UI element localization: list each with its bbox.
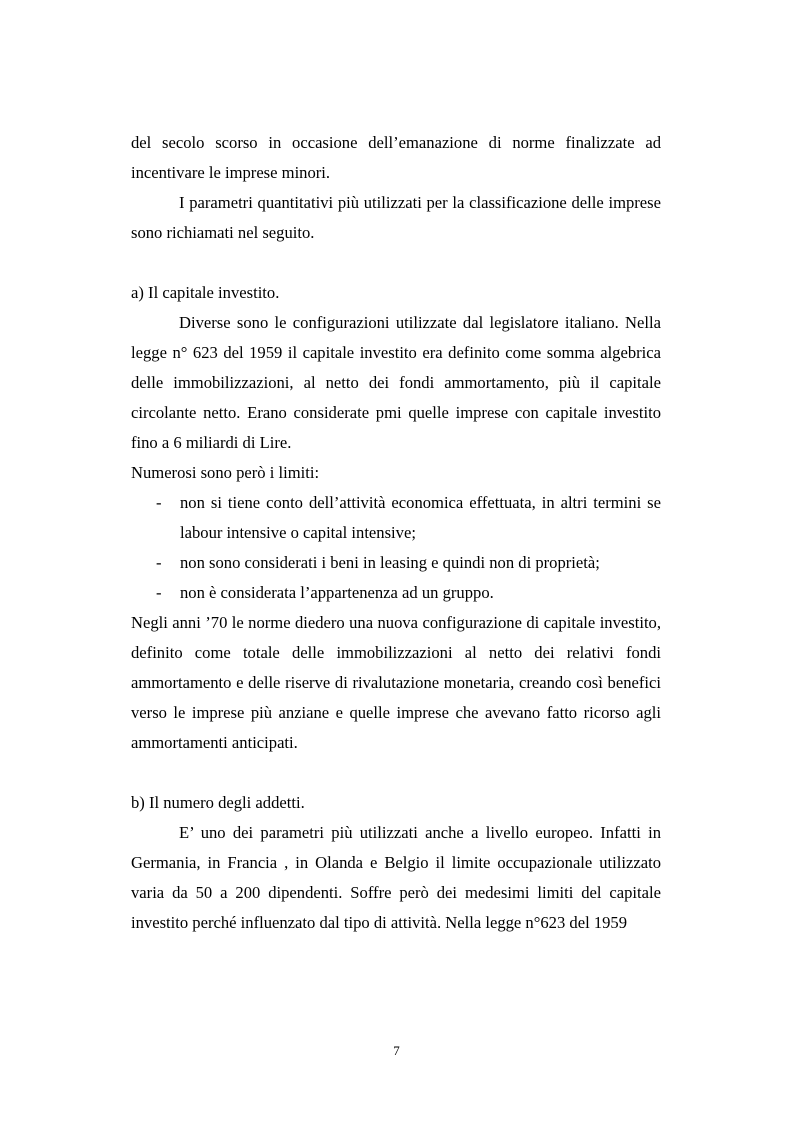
section-a-paragraph-1: Diverse sono le configurazioni utilizzate dal legislatore italiano. Nella legge n° 623 del 1959 il capitale investito era definito come somma algebrica delle immobilizzazioni, al netto dei fondi ammortamento, più il capitale circolante netto. Erano considerate pmi quelle imprese con capitale investito fino a 6 miliardi di Lire. bbox=[131, 313, 661, 452]
intro-paragraph-parameters: I parametri quantitativi più utilizzati per la classificazione delle imprese sono richiamati nel seguito. bbox=[131, 193, 661, 242]
dash-bullet: - bbox=[156, 553, 162, 572]
section-b-paragraph-1: E’ uno dei parametri più utilizzati anche a livello europeo. Infatti in Germania, in Francia , in Olanda e Belgio il limite occupazionale utilizzato varia da 50 a 200 dipendenti. Soffre però dei medesimi limiti del capitale investito perché influenzato dal tipo di attività. Nella legge n°623 del 1959 bbox=[131, 823, 661, 932]
list-item-text: non sono considerati i beni in leasing e quindi non di proprietà; bbox=[180, 553, 600, 572]
spacer bbox=[131, 758, 661, 788]
page-body bbox=[131, 128, 661, 938]
section-a-paragraph-2: Negli anni ’70 le norme diedero una nuova configurazione di capitale investito, definito come totale delle immobilizzazioni al netto dei relativi fondi ammortamento e delle riserve di rivalutazione monetaria, creando così benefici verso le imprese più anziane e quelle imprese che avevano fatto ricorso agli ammortamenti anticipati. bbox=[131, 613, 661, 752]
page-number: 7 bbox=[393, 1043, 400, 1058]
list-item-text: non si tiene conto dell’attività economica effettuata, in altri termini se labour intensive o capital intensive; bbox=[180, 493, 661, 542]
list-item bbox=[131, 578, 661, 608]
section-a-limits-intro: Numerosi sono però i limiti: bbox=[131, 463, 320, 482]
section-a-heading: a) Il capitale investito. bbox=[131, 283, 280, 302]
section-b-heading: b) Il numero degli addetti. bbox=[131, 793, 305, 812]
list-item-text: non è considerata l’appartenenza ad un gruppo. bbox=[180, 583, 494, 602]
list-item bbox=[131, 488, 661, 548]
dash-bullet: - bbox=[156, 583, 162, 602]
dash-bullet: - bbox=[156, 493, 162, 512]
list-item bbox=[131, 548, 661, 578]
intro-paragraph-continuation: del secolo scorso in occasione dell’emanazione di norme finalizzate ad incentivare le imprese minori. bbox=[131, 133, 661, 182]
spacer bbox=[131, 248, 661, 278]
limits-list bbox=[131, 488, 661, 608]
